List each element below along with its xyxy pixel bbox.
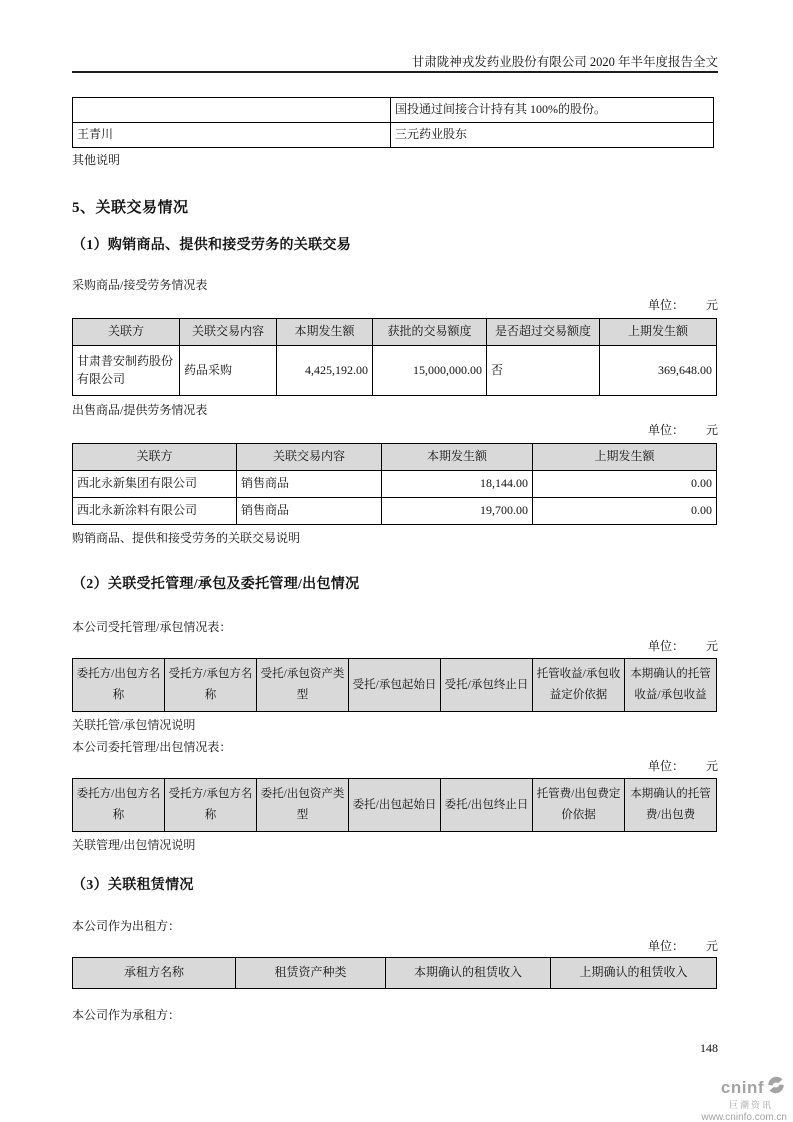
current-amount-cell: 18,144.00 [382, 471, 533, 498]
table-header-row [73, 319, 717, 346]
column-header: 本期确认的租赁收入 [386, 958, 551, 989]
current-amount-cell: 19,700.00 [382, 498, 533, 525]
purchase-sales-note-label: 购销商品、提供和接受劳务的关联交易说明 [72, 531, 301, 545]
lessor-caption: 本公司作为出租方： [72, 919, 181, 933]
section-5-3-title: （3）关联租赁情况 [72, 878, 194, 893]
current-amount-cell: 4,425,192.00 [277, 346, 373, 396]
column-header: 委托/出包资产类型 [257, 779, 349, 832]
sales-transactions-table [72, 443, 717, 525]
column-header: 关联交易内容 [237, 444, 382, 471]
column-header: 租赁资产种类 [236, 958, 386, 989]
cninfo-logo [667, 1074, 787, 1122]
column-header: 本期发生额 [277, 319, 373, 346]
entrusted-management-trustee-table [72, 658, 717, 712]
column-header: 受托/承包起始日 [349, 659, 441, 712]
column-header: 是否超过交易额度 [487, 319, 600, 346]
column-header: 托管费/出包费定价依据 [533, 779, 625, 832]
unit-value: 元 [705, 639, 718, 653]
related-party-cell: 西北永新集团有限公司 [73, 471, 237, 498]
purchase-table-caption: 采购商品/接受劳务情况表 [72, 278, 208, 292]
unit-label: 单位： [647, 298, 684, 312]
section-5-title: 5、关联交易情况 [72, 200, 189, 216]
purchase-transactions-table [72, 318, 717, 396]
table-header-row [73, 779, 717, 832]
column-header: 上期发生额 [600, 319, 717, 346]
relation-desc-cell: 三元药业股东 [391, 123, 714, 148]
column-header: 委托方/出包方名称 [73, 779, 165, 832]
unit-line [72, 757, 718, 774]
column-header: 上期发生额 [533, 444, 717, 471]
table-row [73, 498, 717, 525]
transaction-content-cell: 销售商品 [237, 471, 382, 498]
table-row [73, 123, 714, 148]
related-party-name-cell: 王青川 [73, 123, 391, 148]
section-5-2-title: （2）关联受托管理/承包及委托管理/出包情况 [72, 577, 360, 592]
prior-amount-cell: 0.00 [533, 498, 717, 525]
column-header: 委托方/出包方名称 [73, 659, 165, 712]
column-header: 受托/承包资产类型 [257, 659, 349, 712]
entrust-out-caption: 本公司委托管理/出包情况表： [72, 740, 232, 754]
transaction-content-cell: 药品采购 [180, 346, 277, 396]
unit-label: 单位： [647, 423, 684, 437]
table-header-row [73, 659, 717, 712]
unit-value: 元 [705, 939, 718, 953]
column-header: 上期确认的租赁收入 [551, 958, 717, 989]
document-header-title: 甘肃陇神戎发药业股份有限公司 2020 年半年度报告全文 [411, 55, 718, 69]
transaction-content-cell: 销售商品 [237, 498, 382, 525]
unit-line [72, 296, 718, 313]
section-5-1-title: （1）购销商品、提供和接受劳务的关联交易 [72, 238, 351, 253]
column-header: 受托方/承包方名称 [165, 779, 257, 832]
prior-amount-cell: 0.00 [533, 471, 717, 498]
unit-line [72, 937, 718, 954]
approved-quota-cell: 15,000,000.00 [373, 346, 487, 396]
column-header: 受托/承包终止日 [441, 659, 533, 712]
column-header: 委托/出包终止日 [441, 779, 533, 832]
relation-desc-cell: 国投通过间接合计持有其 100%的股份。 [391, 98, 714, 123]
prior-amount-cell: 369,648.00 [600, 346, 717, 396]
page-number: 148 [700, 1041, 718, 1055]
entrust-out-note-label: 关联管理/出包情况说明 [72, 838, 196, 852]
table-header-row [73, 444, 717, 471]
column-header: 关联交易内容 [180, 319, 277, 346]
cninfo-logo-row [667, 1074, 787, 1101]
column-header: 获批的交易额度 [373, 319, 487, 346]
header-rule [72, 71, 718, 73]
column-header: 关联方 [73, 444, 237, 471]
cninfo-swirl-icon [765, 1074, 787, 1101]
cninfo-chinese-name: 巨潮资讯 [728, 1100, 773, 1110]
cninfo-brand-text: cninf [720, 1077, 764, 1097]
unit-line [72, 637, 718, 654]
unit-value: 元 [705, 423, 718, 437]
column-header: 承租方名称 [73, 958, 236, 989]
column-header: 本期发生额 [382, 444, 533, 471]
unit-label: 单位： [647, 639, 684, 653]
unit-label: 单位： [647, 759, 684, 773]
column-header: 关联方 [73, 319, 180, 346]
exceed-quota-cell: 否 [487, 346, 600, 396]
column-header: 受托方/承包方名称 [165, 659, 257, 712]
unit-label: 单位： [647, 939, 684, 953]
cninfo-url: www.cninfo.com.cn [701, 1112, 787, 1122]
column-header: 委托/出包起始日 [349, 779, 441, 832]
unit-value: 元 [705, 298, 718, 312]
unit-value: 元 [705, 759, 718, 773]
column-header: 本期确认的托管收益/承包收益 [625, 659, 717, 712]
entrusted-management-principal-table [72, 778, 717, 832]
unit-line [72, 421, 718, 438]
column-header: 托管收益/承包收益定价依据 [533, 659, 625, 712]
related-party-name-cell [73, 98, 391, 123]
table-header-row [73, 958, 717, 989]
related-party-cell: 甘肃普安制药股份有限公司 [73, 346, 180, 396]
lease-income-table [72, 957, 717, 989]
related-party-cell: 西北永新涂料有限公司 [73, 498, 237, 525]
sales-table-caption: 出售商品/提供劳务情况表 [72, 403, 208, 417]
related-party-relation-table [72, 97, 714, 148]
entrust-in-caption: 本公司受托管理/承包情况表： [72, 620, 232, 634]
table-row [73, 471, 717, 498]
lessee-caption: 本公司作为承租方： [72, 1008, 181, 1022]
column-header: 本期确认的托管费/出包费 [625, 779, 717, 832]
entrust-in-note-label: 关联托管/承包情况说明 [72, 718, 196, 732]
table-row [73, 98, 714, 123]
other-note-label: 其他说明 [72, 153, 121, 167]
table-row [73, 346, 717, 396]
